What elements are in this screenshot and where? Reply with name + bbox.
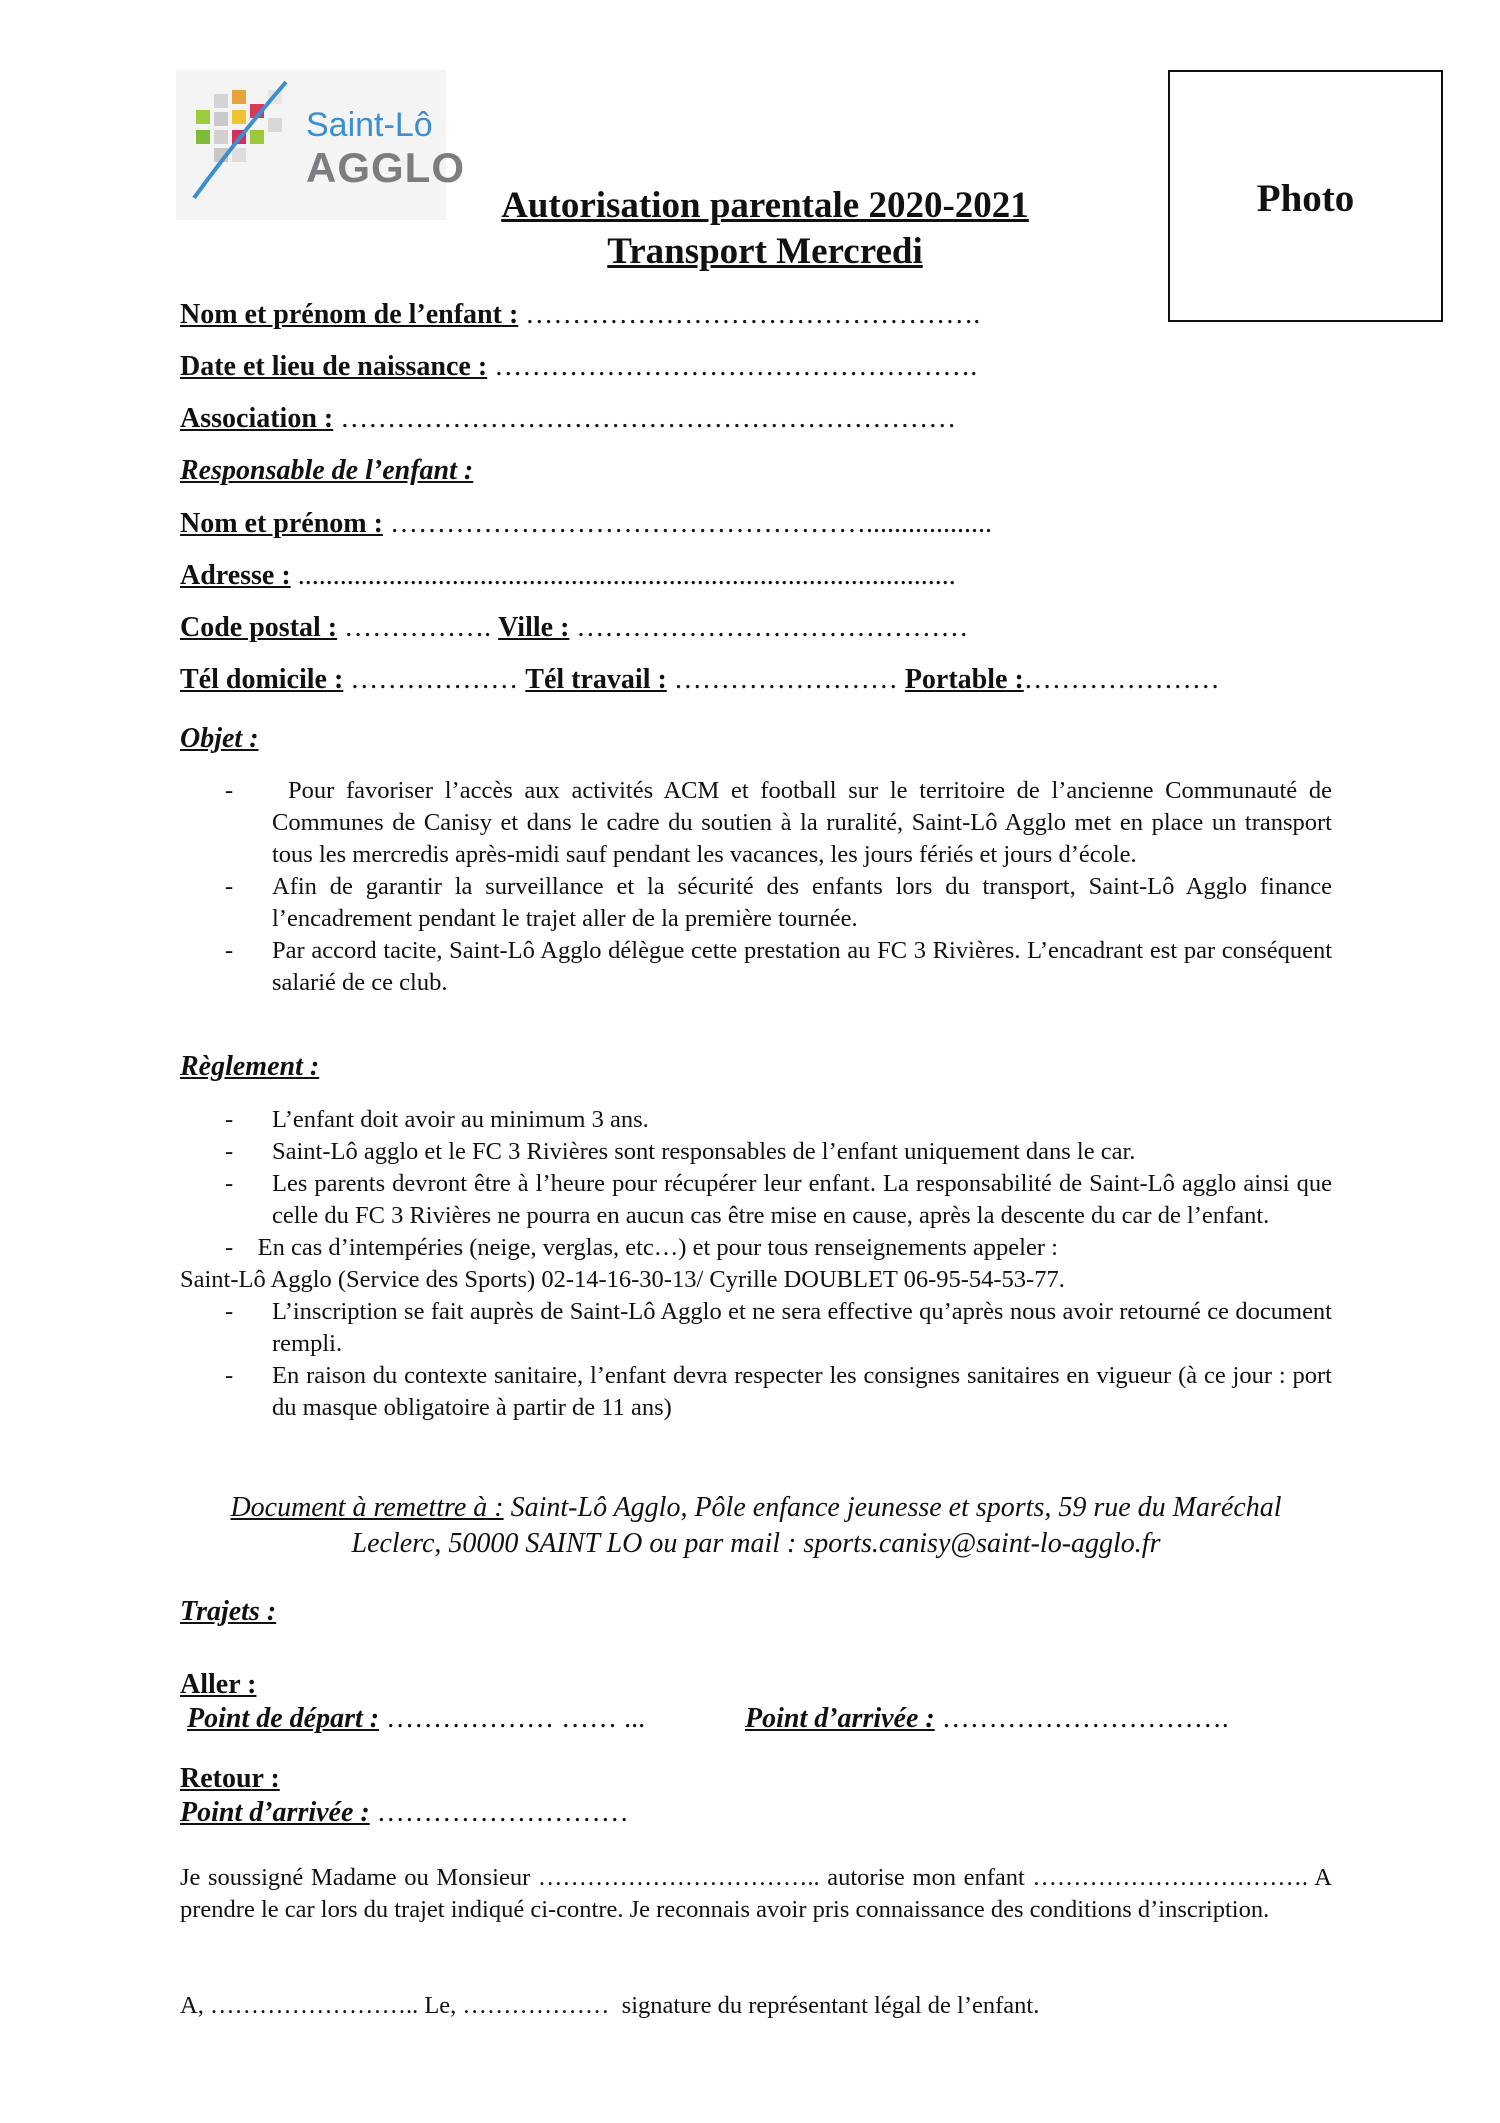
list-item-text: L’enfant doit avoir au minimum 3 ans. [272, 1106, 649, 1133]
list-item: - Afin de garantir la surveillance et la sécurité des enfants lors du transport, Saint-Lô Agglo finance l’encadrement pendant le trajet aller de la première tournée. [225, 873, 1332, 932]
list-item: - L’inscription se fait auprès de Saint-Lô Agglo et ne sera effective qu’après nous avoir retourné ce document rempli. [225, 1298, 1332, 1357]
section-heading: Règlement : [180, 1051, 320, 1082]
field-label: Point de départ : [187, 1703, 380, 1734]
field-dots: ……………. [337, 612, 499, 643]
field-label: Nom et prénom : [180, 508, 383, 539]
document-return-note [180, 1490, 1332, 1562]
aller-heading [180, 1668, 256, 1702]
field-birth[interactable] [180, 350, 977, 384]
list-item: - Par accord tacite, Saint-Lô Agglo délègue cette prestation au FC 3 Rivières. L’encadrant est par conséquent salarié de ce club. [225, 937, 1332, 996]
section-heading: Aller : [180, 1669, 257, 1700]
field-label: Association : [180, 403, 334, 434]
field-dots: .............................................................................................. [290, 560, 956, 591]
field-label: Point d’arrivée : [180, 1797, 370, 1828]
list-item-text: Les parents devront être à l’heure pour récupérer leur enfant. La responsabilité de Saint-Lô agglo ainsi que celle du FC 3 Rivières ne pourra en aucun cas être mise en cause, après la descente du car de l’enfant. [272, 1170, 1332, 1229]
photo-label: Photo [1256, 177, 1355, 220]
list-item: - Les parents devront être à l’heure pour récupérer leur enfant. La responsabilité de Saint-Lô agglo ainsi que celle du FC 3 Rivières ne pourra en aucun cas être mise en cause, après la descente du car de l’enfant. [225, 1170, 1332, 1229]
document-title: Autorisation parentale 2020-2021 [501, 185, 1029, 226]
field-dots: ……………………………………………. [487, 351, 978, 382]
field-label: Portable : [904, 664, 1024, 695]
field-dots: ………………… [1023, 664, 1220, 695]
field-dots: ………………………………………………………… [333, 403, 957, 434]
list-item-text: Pour favoriser l’accès aux activités ACM et football sur le territoire de l’ancienne Communauté de Communes de Canisy et dans le cadre du soutien à la ruralité, Saint-Lô Agglo met en place un transport tous les mercredis après-midi sauf pendant les vacances, les jours fériés et jours d’école. [272, 777, 1332, 868]
field-label: Adresse : [180, 560, 291, 591]
consent-paragraph: Je soussigné Madame ou Monsieur …………………………….. autorise mon enfant ……………………………. A prendre le car lors du trajet indiqué ci-contre. Je reconnais avoir pris connaissance des conditions d’inscription. [180, 1864, 1332, 1923]
objet-list [180, 775, 1332, 999]
field-association[interactable] [180, 402, 956, 436]
section-responsable [180, 454, 473, 488]
field-arrivee[interactable] [745, 1702, 1229, 1736]
saint-lo-agglo-logo [176, 70, 465, 220]
field-dots: ……………… …… ... [379, 1703, 646, 1734]
logo-text-saint-lo: Saint-Lô [306, 106, 433, 144]
field-retour-arrivee[interactable] [180, 1796, 629, 1830]
field-postal-city[interactable] [180, 611, 968, 645]
field-label: Point d’arrivée : [745, 1703, 935, 1734]
retour-heading [180, 1762, 280, 1796]
trajets-heading [180, 1595, 276, 1629]
weather-line: - En cas d’intempéries (neige, verglas, etc…) et pour tous renseignements appeler : [225, 1234, 1058, 1261]
field-resp-name[interactable] [180, 507, 992, 541]
reglement-list [180, 1104, 1332, 1424]
list-item: - L’enfant doit avoir au minimum 3 ans. [225, 1106, 649, 1133]
document-label: Document à remettre à : [230, 1492, 504, 1523]
photo-box [1168, 70, 1443, 322]
list-item-text: Par accord tacite, Saint-Lô Agglo délègue cette prestation au FC 3 Rivières. L’encadrant est par conséquent salarié de ce club. [272, 937, 1332, 996]
field-dots: …………………………. [934, 1703, 1229, 1734]
field-label: Nom et prénom de l’enfant : [180, 299, 519, 330]
list-item-text: En raison du contexte sanitaire, l’enfant devra respecter les consignes sanitaires en vigueur (à ce jour : port du masque obligatoire à partir de 11 ans) [272, 1362, 1332, 1421]
field-address[interactable] [180, 559, 956, 593]
field-label: Tél domicile : [180, 664, 344, 695]
signature-line: A, …………………….. Le, ……………… signature du représentant légal de l’enfant. [180, 1992, 1040, 2019]
list-item: - Pour favoriser l’accès aux activités ACM et football sur le territoire de l’ancienne Communauté de Communes de Canisy et dans le cadre du soutien à la ruralité, Saint-Lô Agglo met en place un transport tous les mercredis après-midi sauf pendant les vacances, les jours fériés et jours d’école. [225, 777, 1332, 868]
field-label: Ville : [498, 612, 570, 643]
contact-line: Saint-Lô Agglo (Service des Sports) 02-14-16-30-13/ Cyrille DOUBLET 06-95-54-53-77. [180, 1266, 1065, 1293]
list-item-text: L’inscription se fait auprès de Saint-Lô Agglo et ne sera effective qu’après nous avoir retourné ce document rempli. [272, 1298, 1332, 1357]
field-depart[interactable] [187, 1702, 645, 1736]
field-dots: ……………………… [369, 1797, 629, 1828]
document-text: Saint-Lô Agglo, Pôle enfance jeunesse et sports, 59 rue du Maréchal [503, 1492, 1282, 1523]
list-item-text: Afin de garantir la surveillance et la sécurité des enfants lors du transport, Saint-Lô Agglo finance l’encadrement pendant le trajet aller de la première tournée. [272, 873, 1332, 932]
logo-text-agglo: AGGLO [306, 144, 465, 191]
section-heading: Objet : [180, 723, 259, 754]
document-subtitle: Transport Mercredi [607, 231, 923, 272]
section-heading: Trajets : [180, 1596, 277, 1627]
field-child-name[interactable] [180, 298, 980, 332]
field-dots: …………………………………………….................. [382, 508, 992, 539]
section-heading: Responsable de l’enfant : [180, 455, 474, 486]
reglement-heading [180, 1050, 319, 1084]
field-label: Tél travail : [525, 664, 667, 695]
document-text: Leclerc, 50000 SAINT LO ou par mail : sports.canisy@saint-lo-agglo.fr [351, 1528, 1161, 1559]
list-item: - Saint-Lô agglo et le FC 3 Rivières sont responsables de l’enfant uniquement dans le car. [225, 1138, 1136, 1165]
field-dots: …………………… [666, 664, 905, 695]
objet-heading [180, 722, 259, 756]
list-item-text: Saint-Lô agglo et le FC 3 Rivières sont responsables de l’enfant uniquement dans le car. [272, 1138, 1136, 1165]
field-phones[interactable] [180, 663, 1220, 697]
field-label: Code postal : [180, 612, 338, 643]
section-heading: Retour : [180, 1763, 280, 1794]
list-item: - En raison du contexte sanitaire, l’enfant devra respecter les consignes sanitaires en vigueur (à ce jour : port du masque obligatoire à partir de 11 ans) [225, 1362, 1332, 1421]
field-label: Date et lieu de naissance : [180, 351, 488, 382]
field-dots: …………………………………… [569, 612, 969, 643]
field-dots: …………………………………………. [518, 299, 981, 330]
field-dots: ……………… [343, 664, 526, 695]
